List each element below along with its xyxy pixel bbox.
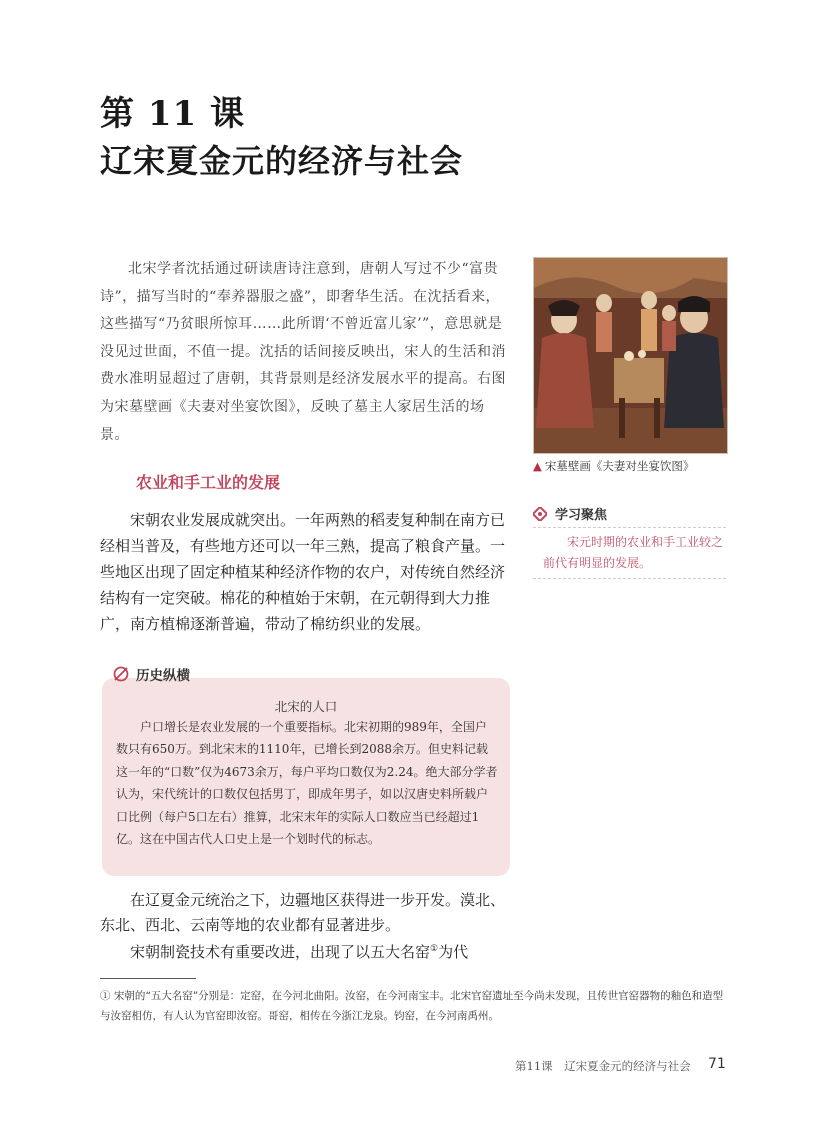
paragraph-3-text: 宋朝制瓷技术有重要改进，出现了以五大名窑	[130, 943, 431, 961]
footnote-ref[interactable]: ①	[430, 944, 439, 954]
study-focus-box	[533, 504, 726, 579]
section-paragraph-2: 在辽夏金元统治之下，边疆地区获得进一步开发。漠北、东北、西北、云南等地的农业都有显著进步。	[100, 891, 506, 934]
history-box-title: 北宋的人口	[274, 699, 338, 714]
study-focus-title: 学习聚焦	[555, 508, 608, 523]
lesson-title: 辽宋夏金元的经济与社会	[100, 142, 464, 180]
running-footer: 第11课 辽宋夏金元的经济与社会	[515, 1059, 691, 1073]
history-tag	[112, 664, 190, 684]
section-paragraph-3	[100, 937, 512, 965]
caption-triangle-icon: ▲	[533, 459, 542, 473]
section-heading: 农业和手工业的发展	[136, 473, 281, 492]
mural-image	[533, 257, 728, 454]
section-body-2	[100, 888, 512, 965]
history-swirl-icon	[112, 665, 130, 683]
study-focus-header	[533, 504, 726, 528]
intro-paragraph: 北宋学者沈括通过研读唐诗注意到，唐朝人写过不少“富贵诗”，描写当时的“奉养器服之盛”，即奢华生活。在沈括看来，这些描写“乃贫眼所惊耳……此所谓‘不曾近富儿家’”，意思就是没见过世面，不值一提。沈括的话间接反映出，宋人的生活和消费水准明显超过了唐朝，其背景则是经济发展水平的提高。右图为宋墓壁画《夫妻对坐宴饮图》，反映了墓主人家居生活的场景。	[100, 261, 506, 443]
history-tag-label: 历史纵横	[136, 668, 190, 684]
history-box-text: 户口增长是农业发展的一个重要指标。北宋初期的989年，全国户数只有650万。到北宋末的1110年，已增长到2088余万。但史料记载这一年的“口数”仅为4673余万，每户平均口数仅为2.24。绝大部分学者认为，宋代统计的口数仅包括男丁，即成年男子，如以汉唐史料所载户口比例（每户5口左右）推算，北宋末年的实际人口数应当已经超过1亿。这在中国古代人口史上是一个划时代的标志。	[116, 720, 498, 847]
caption-text: 宋墓壁画《夫妻对坐宴饮图》	[544, 459, 695, 473]
footnote-divider	[100, 978, 196, 979]
page-number: 71	[708, 1056, 726, 1072]
study-focus-text: 宋元时期的农业和手工业较之前代有明显的发展。	[533, 528, 726, 579]
footnote: ① 宋朝的“五大名窑”分别是：定窑，在今河北曲阳。汝窑，在今河南宝丰。北宋官窑遗址至今尚未发现，且传世官窑器物的釉色和造型与汝窑相仿，有人认为官窑即汝窑。哥窑，相传在今浙江龙泉。钧窑，在今河南禹州。	[100, 990, 724, 1022]
lesson-number: 第 11 课	[100, 94, 245, 134]
paragraph-3-end: 为代	[438, 943, 469, 961]
figure-caption	[533, 458, 694, 474]
section-paragraph-1: 宋朝农业发展成就突出。一年两熟的稻麦复种制在南方已经相当普及，有些地方还可以一年三熟，提高了粮食产量。一些地区出现了固定种植某种经济作物的农户，对传统自然经济结构有一定突破。棉花的种植始于宋朝，在元朝得到大力推广，南方植棉逐渐普遍，带动了棉纺织业的发展。	[100, 511, 506, 633]
diamond-target-icon	[533, 507, 547, 521]
